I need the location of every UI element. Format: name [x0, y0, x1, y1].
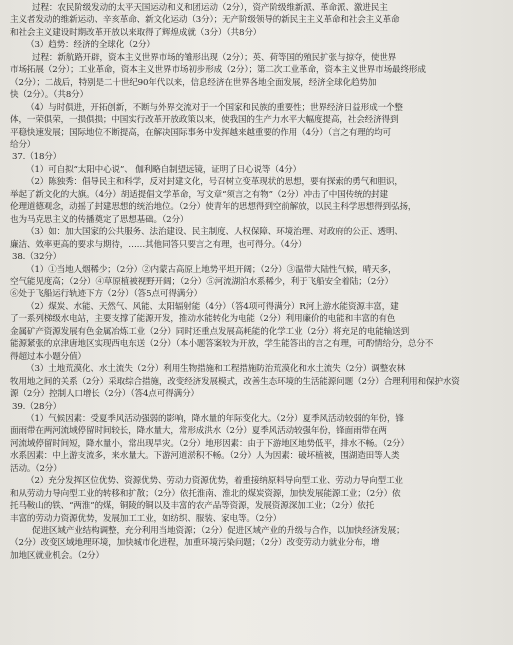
text-line: （2）充分发挥区位优势、资源优势、劳动力资源优势，着重接纳原料导向型工业、劳动力导向型工业: [26, 476, 403, 487]
text-line: 也为马克思主义的传播奠定了思想基础。（2分）: [10, 214, 189, 225]
text-line: 廉洁、效率更高的要求与期待，……其他同答只要言之有理，也可得分。（4分）: [10, 239, 307, 250]
text-line: （3）趋势：经济的全球化（2分）: [26, 40, 155, 51]
text-line: （1）可自拟“太阳中心说”、 伽利略自制望远镜，证明了日心说等（4分）: [26, 164, 302, 175]
text-line: （2分）改变区域地理环境，加快城市化进程，加重环境污染问题；（2分）改变劳动力就业分布，增: [10, 538, 380, 549]
text-line: 主义者发动的维新运动、辛亥革命、新文化运动（3分）；无产阶级领导的新民主主义革命和社会主义革命: [10, 15, 400, 26]
text-line: （2）煤炭、水能、天然气、风能、太阳辐射能（4分）（答4项可得满分）R河上游水能资源丰富，建: [26, 301, 399, 312]
text-line: 体，一荣俱荣，一损俱损；中国实行改革开放政策以来，使我国的生产力水平大幅度提高，社会经济得到: [10, 115, 399, 126]
text-line: （1）①当地人烟稀少；（2分）②内蒙古高原上地势平坦开阔；（2分）③温带大陆性气候，晴天多，: [26, 264, 397, 275]
text-line: 快（2分）。（共8分）: [10, 90, 89, 101]
text-line: 伦理道德观念，动摇了封建思想的统治地位。（2分）使青年的思想得到空前解放，以民主科学思想得到弘扬，: [10, 202, 417, 213]
text-line: （4）与时俱进，开拓创新，不断与外界交流对于一个国家和民族的重要性；世界经济日益形成一个整: [26, 102, 403, 113]
text-line: 加地区就业机会。（2分）: [10, 550, 104, 561]
text-line: （2）陈独秀：倡导民主和科学，反对封建文化，号召树立变革现状的思想，要有探索的勇气和胆识，: [26, 177, 403, 188]
text-line: 过程：农民阶级发动的太平天国运动和义和团运动（2分），资产阶级维新派、革命派、激进民主: [32, 3, 388, 13]
text-line: 能源紧张的京津唐地区实现西电东送（2分）（本小题答案较为开放，学生能答出的言之有理，可酌情给分，总分不: [10, 339, 434, 350]
text-line: 促进区域产业结构调整，充分利用当地资源；（2分）促进区域产业的升级与合作，以加快经济发展；: [32, 526, 405, 537]
text-line: 托马鞍山的铁、“两淮”的煤，铜陵的铜以及丰富的农产品等资源，发展资源深加工业；（2分）依托: [10, 501, 375, 512]
text-line: 源（2分）控制人口增长（2分）（答4点可得满分）: [10, 389, 199, 400]
question-heading: 39.（28分）: [12, 401, 62, 412]
text-line: 牧用地之间的关系（2分）采取综合措施，改变经济发展模式，改善生态环境的生活能源问题（2分）合理利用和保护水资: [10, 376, 460, 387]
text-line: 了一系列梯级水电站，主要支撑了能源开发，推动水能转化为电能（2分）利用廉价的电能和丰富的有色: [10, 314, 396, 325]
text-line: 丰富的劳动力资源优势，发展加工工业，如纺织、服装、家电等。（2分）: [10, 513, 282, 524]
text-line: 市场拓展（2分）；工业革命，资本主义世界市场初步形成（2分）；第二次工业革命，资本主义世界市场最终形成: [10, 65, 426, 76]
text-line: （3）如：加大国家的公共服务、法治建设、民主制度、人权保障、环境治理、对政府的公正、透明、: [26, 227, 403, 238]
text-line: 面雨带在两河流域停留时间较长，降水量大，常形成洪水（2分）夏季风活动较强年份，锋面雨带在两: [10, 426, 387, 437]
text-line: 得超过本小题分值）: [10, 351, 86, 362]
text-line: 和社会主义建设时期改革开放以来取得了辉煌成就（3分）（共8分）: [10, 27, 262, 38]
text-line: ⑥处于飞船运行轨迹下方（2分）（答5点可得满分）: [10, 289, 203, 300]
text-line: （3）土地荒漠化、水土流失（2分）利用生物措施和工程措施防治荒漠化和水土流失（2分）调整农林: [26, 364, 406, 375]
text-line: 活动。（2分）: [10, 463, 62, 474]
text-line: 和从劳动力导向型工业的转移和扩散；（2分）依托淮南、淮北的煤炭资源，加快发展能源工业；（2分）依: [10, 488, 401, 499]
text-line: （1）气候因素：受夏季风活动强弱的影响，降水量的年际变化大。（2分）夏季风活动较弱的年份，锋: [26, 413, 404, 424]
text-line: （2分）；二战后，特别是二十世纪90年代以来，信息经济在世界各地全面发展，经济全球化趋势加: [10, 77, 377, 88]
question-heading: 37.（18分）: [12, 152, 62, 163]
text-line: 给分）: [10, 139, 36, 150]
question-heading: 38.（32分）: [12, 252, 62, 263]
text-line: 过程：新航路开辟，资本主义世界市场的雏形出现（2分）；英、荷等国的殖民扩张与掠夺，使世界: [32, 52, 397, 63]
text-line: 平稳快速发展；国际地位不断提高，在解决国际事务中发挥越来越重要的作用（4分）（言之有理的均可: [10, 127, 391, 138]
text-line: 举起了新文化的大旗。（4分）胡适提倡文学革命，写文章“须言之有物”（2分）冲击了中国传统的封建: [10, 189, 388, 200]
text-line: 河流域停留时间短，降水量小，常出现旱灾。（2分）地形因素：由于下游地区地势低平，排水不畅。（2分）: [10, 438, 409, 449]
text-line: 水系因素：中上游支流多，来水量大。下游河道淤积不畅。（2分）人为因素：破坏植被，围湖造田等人类: [10, 451, 400, 462]
text-line: 金属矿产资源发展有色金属冶炼工业（2分）同时还重点发展高耗能的化学工业（2分）将充足的电能输送到: [10, 326, 410, 337]
text-line: 空气能见度高；（2分）④草原植被视野开阔；（2分）⑤河流湖泊水系稀少，利于飞船安全着陆；（2分）: [10, 276, 394, 287]
